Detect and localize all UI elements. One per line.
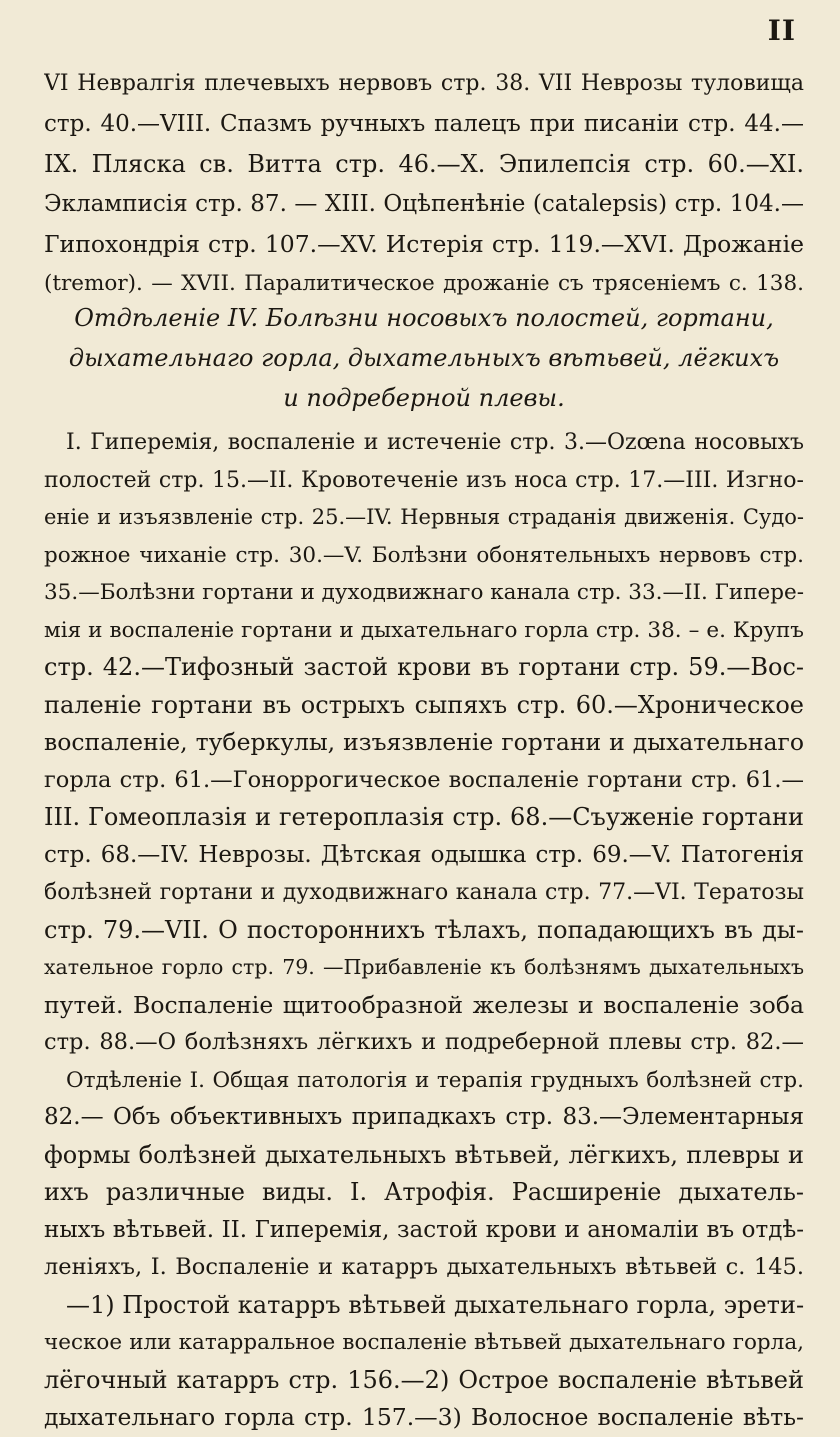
page-number: II (767, 14, 796, 47)
text-line: рожное чиханіе стр. 30.—V. Болѣзни обонятельныхъ нервовъ стр. (44, 542, 804, 568)
text-line: паленіе гортани въ острыхъ сыпяхъ стр. 60.—Хроническое (44, 690, 804, 719)
text-line: болѣзней гортани и духодвижнаго канала стр. 77.—VI. Тератозы (44, 880, 804, 905)
text-line: стр. 68.—IV. Неврозы. Дѣтская одышка стр. 69.—V. Патогенія (44, 841, 804, 868)
section-heading (44, 298, 804, 418)
text-line: ческое или катарральное воспаленіе вѣтьвей дыхательнаго горла, (44, 1330, 804, 1355)
text-line: полостей стр. 15.—II. Кровотеченіе изъ носа стр. 17.—III. Изгно- (44, 467, 804, 493)
text-line: дыхательнаго горла стр. 157.—3) Волосное воспаленіе вѣть- (44, 1403, 804, 1431)
text-line: I. Гиперемія, воспаленіе и истеченіе стр. 3.—Ozœna носовыхъ (66, 430, 804, 455)
heading-line: дыхательнаго горла, дыхательныхъ вѣтьвей, лёгкихъ (68, 344, 780, 372)
text-line: ныхъ вѣтьвей. II. Гиперемія, застой крови и аномаліи въ отдѣ- (44, 1216, 804, 1243)
paragraph-contents-part2 (44, 424, 804, 1437)
text-line: (tremor). — XVII. Паралитическое дрожаніе съ трясеніемъ с. 138. (44, 271, 804, 296)
text-line: путей. Воспаленіе щитообразной железы и воспаленіе зоба (44, 990, 804, 1019)
text-line: еніе и изъязвленіе стр. 25.—IV. Нервныя страданія движенія. Судо- (44, 505, 804, 529)
text-line: III. Гомеоплазія и гетероплазія стр. 68.—Съуженіе гортани (44, 803, 804, 831)
heading-line: и подреберной плевы. (283, 384, 565, 412)
text-line: Экламписія стр. 87. — XIII. Оцѣпенѣніе (catalepsis) стр. 104.— (44, 191, 804, 217)
paragraph-contents-part1 (44, 64, 804, 304)
text-line: горла стр. 61.—Гоноррогическое воспаленіе гортани стр. 61.— (44, 766, 804, 793)
text-line: Отдѣленіе I. Общая патологія и терапія грудныхъ болѣзней стр. (66, 1067, 804, 1093)
text-line: 35.—Болѣзни гортани и духодвижнаго канала стр. 33.—II. Гипере- (44, 580, 804, 605)
text-line: формы болѣзней дыхательныхъ вѣтьвей, лёгкихъ, плевры и (44, 1140, 804, 1169)
text-line: лёгочный катарръ стр. 156.—2) Острое воспаленіе вѣтьвей (44, 1365, 804, 1394)
text-line: воспаленіе, туберкулы, изъязвленіе гортани и дыхательнаго (44, 728, 804, 756)
text-line: IX. Пляска св. Витта стр. 46.—X. Эпилепсія стр. 60.—XI. (44, 150, 804, 178)
text-line: стр. 88.—О болѣзняхъ лёгкихъ и подреберной плевы стр. 82.— (44, 1029, 804, 1055)
heading-line: Отдѣленіе IV. Болѣзни носовыхъ полостей, гортани, (74, 304, 774, 332)
text-line: стр. 79.—VII. О постороннихъ тѣлахъ, попадающихъ въ ды- (44, 915, 804, 944)
text-line: VI Невралгія плечевыхъ нервовъ стр. 38. VII Неврозы туловища (44, 71, 804, 96)
text-line: 82.— Объ объективныхъ припадкахъ стр. 83.—Элементарныя (44, 1104, 804, 1130)
text-line: стр. 40.—VIII. Спазмъ ручныхъ палецъ при писаніи стр. 44.— (44, 111, 804, 137)
text-line: ихъ различные виды. I. Атрофія. Расширеніе дыхатель- (44, 1178, 804, 1206)
text-line: леніяхъ, I. Воспаленіе и катарръ дыхательныхъ вѣтьвей с. 145. (44, 1254, 804, 1280)
text-line: мія и воспаленіе гортани и дыхательнаго горла стр. 38. – е. Крупъ (44, 617, 804, 643)
text-line: стр. 42.—Тифозный застой крови въ гортани стр. 59.—Вос- (44, 653, 804, 681)
text-line: —1) Простой катарръ вѣтьвей дыхательнаго горла, эрети- (66, 1290, 804, 1319)
text-line: Гипохондрія стр. 107.—XV. Истерія стр. 119.—XVI. Дрожаніе (44, 230, 804, 258)
text-line: хательное горло стр. 79. —Прибавленіе къ болѣзнямъ дыхательныхъ (44, 955, 804, 979)
